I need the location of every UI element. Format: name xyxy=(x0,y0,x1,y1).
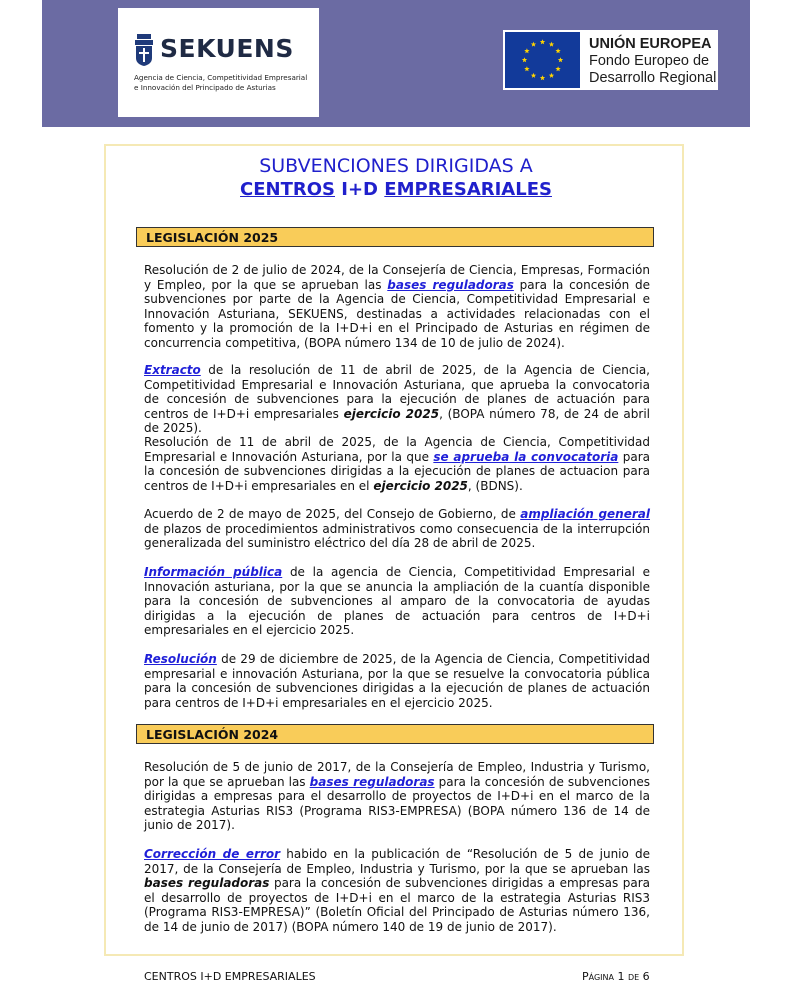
title-word-id: I+D xyxy=(341,179,379,200)
paragraph-informacion-publica: Información pública de la agencia de Ciencia, Competitividad Empresarial e Innovación asturiana, por la que se anuncia la ampliación de la cuantía disponible para la concesión de subvenciones al amparo de la convocatoria de ayudas dirigidas a la ejecución de planes de actuación para centros de I+D+i empresariales en el ejercicio 2025. xyxy=(144,565,650,638)
link-resolucion[interactable]: Resolución xyxy=(144,652,217,666)
sekuens-logo xyxy=(118,8,319,117)
title-word-empresariales: EMPRESARIALES xyxy=(384,179,552,200)
paragraph-resolucion: Resolución de 29 de diciembre de 2025, de la Agencia de Ciencia, Competitividad empresarial e innovación Asturiana, por la que se resuelve la convocatoria pública para la concesión de subvenciones dirigidas a la ejecución de planes de actuación para centros de I+D+i empresariales en el ejercicio 2025. xyxy=(144,652,650,710)
paragraph-ampliacion: Acuerdo de 2 de mayo de 2025, del Consejo de Gobierno, de ampliación general de plazos de procedimientos administrativos como consecuencia de la interrupción generalizada del suministro eléctrico del día 28 de abril de 2025. xyxy=(144,507,650,551)
link-informacion-publica[interactable]: Información pública xyxy=(144,565,283,579)
paragraph-bases-2017: Resolución de 5 de junio de 2017, de la Consejería de Empleo, Industria y Turismo, por la que se aprueban las bases reguladoras para la concesión de subvenciones dirigidas a empresas para el desarrollo de proyectos de I+D+i en el marco de la estrategia Asturias RIS3 (Programa RIS3-EMPRESA) (BOPA número 136 de 14 de junio de 2017). xyxy=(144,760,650,833)
link-se-aprueba-convocatoria[interactable]: se aprueba la convocatoria xyxy=(433,449,619,464)
paragraph-correccion-error: Corrección de error habido en la publicación de “Resolución de 5 de junio de 2017, de la Consejería de Empleo, Industria y Turismo, por la que se aprueban las bases reguladoras para la concesión de subvenciones dirigidas a empresas para el desarrollo de proyectos de I+D+i en el marco de la estrategia Asturias RIS3 (Programa RIS3-EMPRESA)” (Boletín Oficial del Principado de Asturias número 136, de 14 de junio de 2017) (BOPA número 140 de 19 de junio de 2017). xyxy=(144,847,651,934)
eu-flag-icon xyxy=(505,32,580,88)
paragraph-convocatoria: Resolución de 11 de abril de 2025, de la Agencia de Ciencia, Competitividad Empresarial e Innovación Asturiana, por la que se aprueba la convocatoria para la concesión de subvenciones dirigidas a la ejecución de planes de actuacion para centros de I+D+i empresariales en el ejercicio 2025, (BDNS). xyxy=(144,435,650,493)
link-ampliacion-general[interactable]: ampliación general xyxy=(520,507,650,521)
title-word-centros: CENTROS xyxy=(240,179,335,200)
link-extracto[interactable]: Extracto xyxy=(144,363,201,377)
paragraph-bases-2024: Resolución de 2 de julio de 2024, de la Consejería de Ciencia, Empresas, Formación y Empleo, por la que se aprueban las bases reguladoras para la concesión de subvenciones por parte de la Agencia de Ciencia, Competitividad Empresarial e Innovación Asturiana, SEKUENS, destinadas a actividades relacionadas con el fomento y la promoción de la I+D+i en el Principado de Asturias en régimen de concurrencia competitiva, (BOPA número 134 de 10 de julio de 2024). xyxy=(144,263,650,350)
link-correccion-de-error[interactable]: Corrección de error xyxy=(144,847,281,861)
eu-feder-logo xyxy=(503,30,718,90)
footer-page-number: Página 1 de 6 xyxy=(582,970,650,983)
sekuens-subtitle: Agencia de Ciencia, Competitividad Empresarial e Innovación del Principado de Asturias xyxy=(134,73,308,92)
eu-line-2: Fondo Europeo de xyxy=(589,53,710,69)
footer-document-title: CENTROS I+D EMPRESARIALES xyxy=(144,970,316,983)
section-heading-2024: LEGISLACIÓN 2024 xyxy=(136,724,654,744)
asturias-shield-icon xyxy=(134,34,154,66)
title-line-1: SUBVENCIONES DIRIGIDAS A xyxy=(259,155,533,177)
eu-line-1: UNIÓN EUROPEA xyxy=(589,36,712,52)
eu-line-3: Desarrollo Regional xyxy=(589,70,717,86)
link-bases-reguladoras[interactable]: bases reguladoras xyxy=(387,277,514,292)
section-heading-2025: LEGISLACIÓN 2025 xyxy=(136,227,654,247)
paragraph-extracto: Extracto de la resolución de 11 de abril de 2025, de la Agencia de Ciencia, Competitividad Empresarial e Innovación Asturiana, que aprueba la convocatoria de concesión de subvenciones para la ejecución de planes de actuación para centros de I+D+i empresariales ejercicio 2025, (BOPA número 78, de 24 de abril de 2025). xyxy=(144,363,650,436)
link-bases-reguladoras-2017[interactable]: bases reguladoras xyxy=(309,774,435,789)
title-line-2 xyxy=(104,179,688,200)
sekuens-name: SEKUENS xyxy=(160,34,294,63)
